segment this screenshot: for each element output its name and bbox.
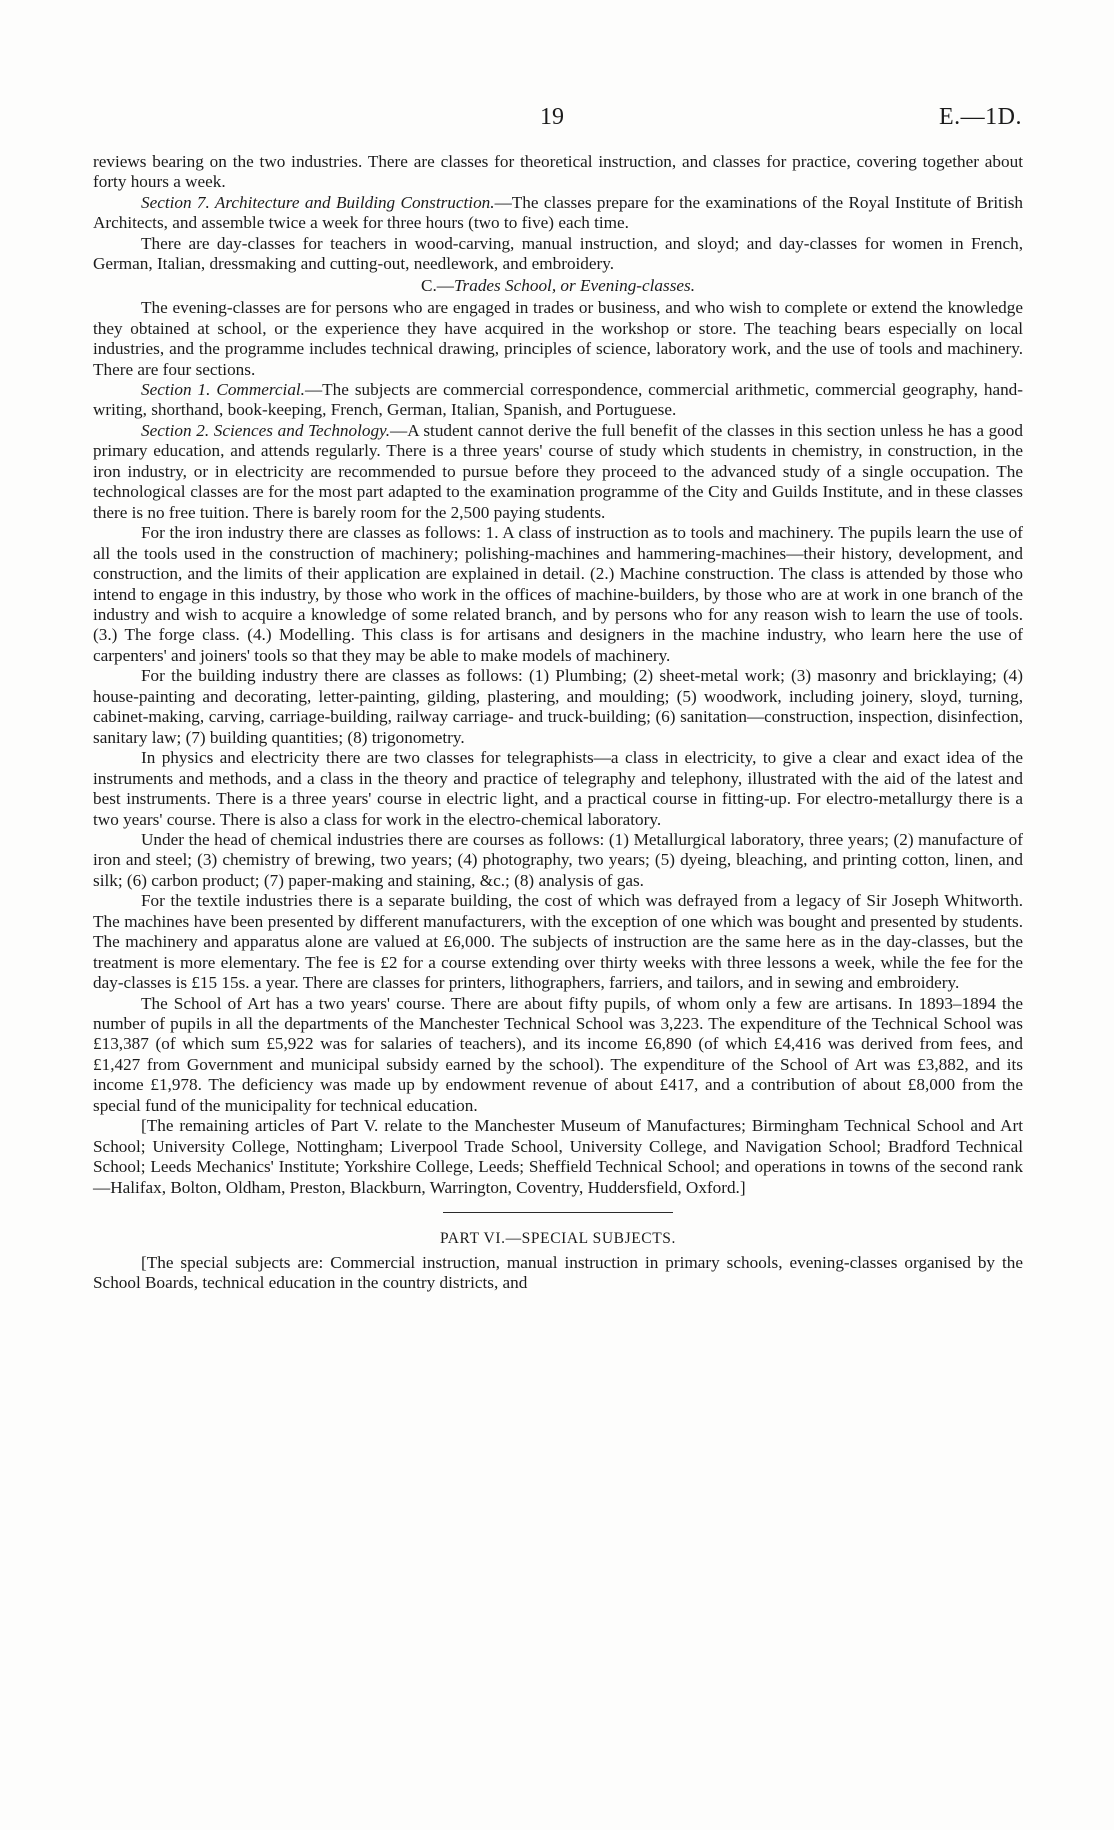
paragraph-day-classes: There are day-classes for teachers in wood-carving, manual instruction, and sloyd; and day-classes for women in French, German, Italian, dressmaking and cutting-out, needlework, and embroidery. (93, 233, 1023, 274)
paragraph-continuation: reviews bearing on the two industries. There are classes for theoretical instruction, and classes for practice, covering together about forty hours a week. (93, 152, 1023, 192)
paragraph-evening-classes: The evening-classes are for persons who are engaged in trades or business, and who wish to complete or extend the knowledge they obtained at school, or the experience they have acquired in the workshop or store. The teaching bears especially on local industries, and the programme includes technical drawing, principles of science, laboratory work, and the use of tools and machinery. There are four sections. (93, 298, 1023, 379)
section-label: Section 1. Commercial. (141, 379, 305, 399)
section-label: Section 2. Sciences and Technology. (141, 420, 391, 440)
section-divider (443, 1212, 673, 1213)
paragraph-school-of-art: The School of Art has a two years' course. There are about fifty pupils, of whom only a few are artisans. In 1893–1894 the number of pupils in all the departments of the Manchester Technical School was 3,223. The expenditure of the Technical School was £13,387 (of which sum £5,922 was for salaries of teachers), and its income £6,890 (of which £4,416 was derived from fees, and £1,427 from Government and municipal subsidy earned by the school). The expenditure of the School of Art was £3,882, and its income £1,978. The deficiency was made up by endowment revenue of about £417, and a contribution of about £8,000 from the special fund of the municipality for technical education. (93, 993, 1023, 1115)
sheet-reference: E.—1D. (939, 104, 1022, 130)
part-heading: PART VI.—SPECIAL SUBJECTS. (439, 1230, 677, 1248)
paragraph-special-subjects: [The special subjects are: Commercial instruction, manual instruction in primary schools, evening-classes organised by the School Boards, technical education in the country districts, and (93, 1252, 1023, 1293)
section-heading-trades-school: C.—Trades School, or Evening-classes. (420, 275, 696, 295)
paragraph-section-7: Section 7. Architecture and Building Construction.—The classes prepare for the examinations of the Royal Institute of British Architects, and assemble twice a week for three hours (two to five) each time. (93, 192, 1023, 233)
paragraph-chemical-industries: Under the head of chemical industries there are courses as follows: (1) Metallurgical laboratory, three years; (2) manufacture of iron and steel; (3) chemistry of brewing, two years; (4) photography, two years; (5) dyeing, bleaching, and printing cotton, linen, and silk; (6) carbon product; (7) paper-making and staining, &c.; (8) analysis of gas. (93, 829, 1023, 890)
paragraph-section-2: Section 2. Sciences and Technology.—A student cannot derive the full benefit of the classes in this section unless he has a good primary education, and attends regularly. There is a three years' course of study which students in chemistry, in construction, in the iron industry, or in electricity are recommended to pursue before they proceed to the advanced study of a single occupation. The technological classes are for the most part adapted to the examination programme of the City and Guilds Institute, and in these classes there is no free tuition. There is barely room for the 2,500 paying students. (93, 420, 1023, 522)
page-number: 19 (540, 104, 564, 130)
page-header (0, 98, 1114, 138)
paragraph-physics-electricity: In physics and electricity there are two classes for telegraphists—a class in electricity, to give a clear and exact idea of the instruments and methods, and a class in the theory and practice of telegraphy and telephony, illustrated with the aid of the latest and best instruments. There is a three years' course in electric light, and a practical course in fitting-up. For electro-metallurgy there is a two years' course. There is also a class for work in the electro-chemical laboratory. (93, 748, 1023, 829)
paragraph-textile-industries: For the textile industries there is a separate building, the cost of which was defrayed from a legacy of Sir Joseph Whitworth. The machines have been presented by different manufacturers, with the exception of one which was bought and presented by students. The machinery and apparatus alone are valued at £6,000. The subjects of instruction are the same here as in the day-classes, but the treatment is more elementary. The fee is £2 for a course extending over thirty weeks with three lessons a week, while the fee for the day-classes is £15 15s. a year. There are classes for printers, lithographers, farriers, and tailors, and in sewing and embroidery. (93, 891, 1023, 993)
body-text (93, 152, 1023, 1293)
paragraph-building-industry: For the building industry there are classes as follows: (1) Plumbing; (2) sheet-metal work; (3) masonry and bricklaying; (4) house-painting and decorating, letter-painting, gilding, plastering, and moulding; (5) woodwork, including joinery, sloyd, turning, cabinet-making, carving, carriage-building, railway carriage- and truck-building; (6) sanitation—construction, inspection, disinfection, sanitary law; (7) building quantities; (8) trigonometry. (93, 666, 1023, 747)
paragraph-remaining-articles: [The remaining articles of Part V. relate to the Manchester Museum of Manufactures; Birmingham Technical School and Art School; University College, Nottingham; Liverpool Trade School, University College, and Navigation School; Bradford Technical School; Leeds Mechanics' Institute; Yorkshire College, Leeds; Sheffield Technical School; and operations in towns of the second rank—Halifax, Bolton, Oldham, Preston, Blackburn, Warrington, Coventry, Huddersfield, Oxford.] (93, 1116, 1023, 1197)
paragraph-section-1: Section 1. Commercial.—The subjects are commercial correspondence, commercial arithmetic, commercial geography, hand-writing, shorthand, book-keeping, French, German, Italian, Spanish, and Portuguese. (93, 379, 1023, 420)
paragraph-iron-industry: For the iron industry there are classes as follows: 1. A class of instruction as to tools and machinery. The pupils learn the use of all the tools used in the construction of machinery; polishing-machines and hammering-machines—their history, development, and construction, and the limits of their application are explained in detail. (2.) Machine construction. The class is attended by those who intend to engage in this industry, by those who work in the offices of machine-builders, by those who are at work in one branch of the industry and wish to acquire a knowledge of some related branch, and by persons who for any reason wish to learn the use of tools. (3.) The forge class. (4.) Modelling. This class is for artisans and designers in the machine industry, who learn here the use of carpenters' and joiners' tools so that they may be able to make models of machinery. (93, 523, 1023, 665)
section-label: Section 7. Architecture and Building Construction. (141, 192, 495, 212)
